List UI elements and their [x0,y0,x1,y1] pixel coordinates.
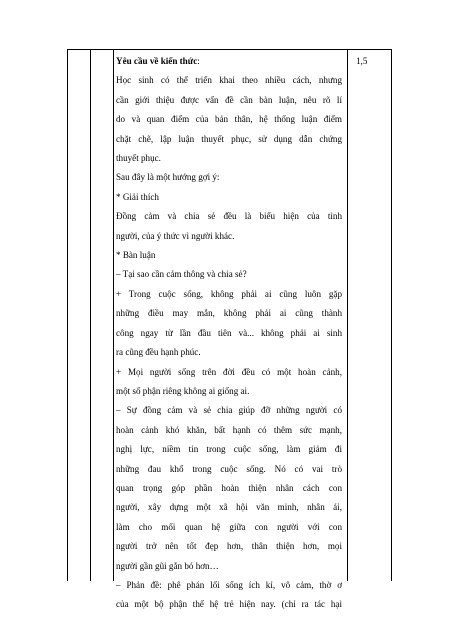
answer-guide-cell [116,52,342,615]
text-line: thuyết phục. [116,153,161,164]
table-border-right [391,49,392,581]
text-line: Đồng cảm và chia sẻ đều là biểu hiện của tình [116,211,342,222]
text-line: nghị lực, niềm tin trong cuộc sống, làm giảm đi [116,444,342,455]
text-line: người trở nên tốt đẹp hơn, thân thiện hơn, mọi [116,541,342,552]
text-line: của một bộ phận thế hệ trẻ hiện nay. (chỉ ra tác hại [116,599,342,610]
table-top-border [67,49,392,50]
text-line: – Phản đề: phê phán lối sống ích kỉ, vô cảm, thờ ơ [116,579,342,590]
text-line: người gần gũi gắn bó hơn… [116,560,219,571]
text-line: cần giới thiệu được vấn đề cần bàn luận, nêu rõ lí [116,94,342,105]
text-line: Học sinh có thể triển khai theo nhiều cách, nhưng [116,75,342,86]
score-value: 1,5 [356,56,368,66]
text-line: hoàn cảnh khó khăn, bất hạnh có thêm sức mạnh, [116,424,342,435]
table-border-col-3 [347,49,348,581]
text-line: * Bàn luận [116,250,156,261]
text-line: Sau đây là một hướng gợi ý: [116,172,220,183]
text-line: người, của ý thức vì người khác. [116,230,235,241]
section-heading-bold: Yêu cầu về kiến thức [116,56,198,66]
table-border-col-2 [113,49,114,581]
text-line: – Tại sao cần cảm thông và chia sẻ? [116,269,247,280]
text-line: công ngay từ lần đầu tiên và... không phải ai sinh [116,327,342,338]
text-line: + Mọi người sống trên đời đều có một hoàn cảnh, [116,366,342,377]
text-line: làm cho mối quan hệ giữa con người với con [116,521,342,532]
text-line: + Trong cuộc sống, không phải ai cũng luôn gặp [116,288,342,299]
text-line: những đau khổ trong cuộc sống. Nó có vai trò [116,463,342,474]
text-line: do và quan điểm của bản thân, hệ thống luận điểm [116,114,342,125]
text-line: một số phận riêng không ai giống ai. [116,385,250,396]
text-line: * Giải thích [116,191,159,202]
section-heading-colon: : [197,56,200,66]
text-line: ra cũng đều hạnh phúc. [116,347,201,358]
text-line: người, xây dựng một xã hội văn minh, nhân ái, [116,502,342,513]
section-heading [116,52,342,71]
text-line: chặt chẽ, lập luận thuyết phục, sử dụng dẫn chứng [116,133,342,144]
text-line: – Sự đồng cảm và sẻ chia giúp đỡ những người có [116,405,342,416]
table-border-left [67,49,68,581]
text-line: quan trọng góp phần hoàn thiện nhân cách con [116,482,342,493]
text-line: những điều may mắn, không phải ai cũng thành [116,308,342,319]
table-border-col-1 [90,49,91,581]
